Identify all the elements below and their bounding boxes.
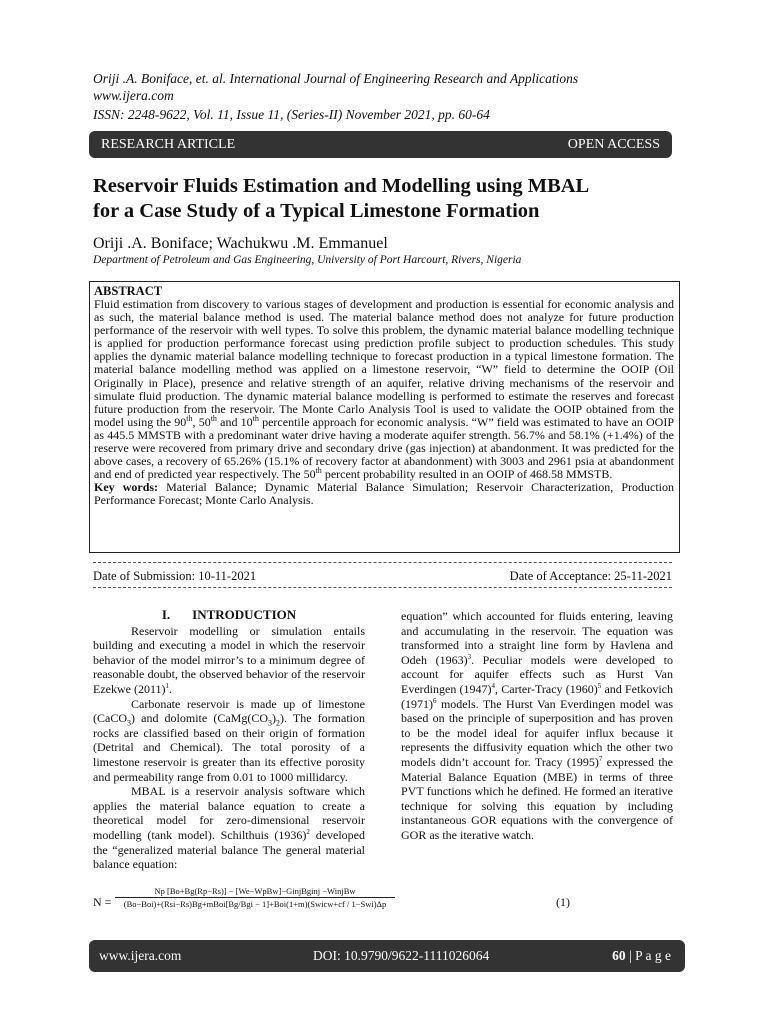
intro-paragraph-1: Reservoir modelling or simulation entails building and executing a model in which the reservoir behavior of the model mirror’s to a minimum degree of reasonable doubt, the observed behavior of the reservoir Ezekwe $(2011)^1$. (93, 623, 365, 696)
acceptance-date: Date of Acceptance: 25-11-2021 (509, 569, 672, 583)
authors: Oriji .A. Boniface; Wachukwu .M. Emmanuel (93, 235, 388, 252)
footer-page-number: 60 | P a g e (612, 948, 671, 963)
page-footer (89, 940, 685, 972)
equation-lhs: N = (93, 895, 112, 909)
abstract-text: Fluid estimation from discovery to various stages of development and production is essential for economic analysis and as such, the material balance method is used. The material balance method does not analyze for future production performance of the reservoir with well types. To solve this problem, the dynamic material balance modelling technique is applied for production performance forecast using prediction profile subject to production schedules. This study applies the dynamic material balance modelling technique to forecast production in a typical limestone formation. The material balance modelling method was applied on a limestone reservoir, “W” field to determine the OOIP (Oil Originally in Place), presence and relative strength of an aquifer, relative driving mechanisms of the reservoir and simulate fluid production. The dynamic material balance modelling is performed to estimate the reserves and forecast future production from the reservoir. The Monte Carlo Analysis Tool is used to validate the OOIP obtained from the model using the 90th, 50th and 10th percentile approach for economic analysis. “W” field was estimated to have an OOIP as 445.5 MMSTB with a predominant water drive having a moderate aquifer strength. 56.7% and 58.1% (+1.4%) of the reserve were recovered from primary drive and secondary drive (gas injection) at abandonment. It was predicted for the above cases, a recovery of 65.26% (15.1% of recovery factor at abandonment) with 3003 and 2961 psia at abandonment and end of predicted year respectively. The 50th percent probability resulted in an OOIP of 468.58 MMSTB. (94, 297, 674, 482)
submission-date: Date of Submission: 10-11-2021 (93, 569, 257, 583)
divider-bottom (93, 587, 672, 588)
issn-line: ISSN: 2248-9622, Vol. 11, Issue 11, (Series-II) November 2021, pp. 60-64 (93, 107, 490, 122)
research-article-label: RESEARCH ARTICLE (101, 136, 236, 152)
divider-top (93, 562, 672, 563)
paper-title-line-2: for a Case Study of a Typical Limestone Formation (93, 200, 540, 222)
abstract-heading: ABSTRACT (94, 284, 163, 298)
journal-citation: Oriji .A. Boniface, et. al. International Journal of Engineering Research and Applications (93, 71, 579, 86)
equation-numerator: Np [Bo+Bg(Rp−Rs)] − [We−WpBw]−GinjBginj −WinjBw (115, 886, 395, 898)
footer-doi[interactable]: DOI: 10.9790/9622-1111026064 (313, 948, 490, 963)
paper-title-line-1: Reservoir Fluids Estimation and Modelling using MBAL (93, 175, 590, 197)
equation-number: (1) (556, 895, 570, 909)
affiliation: Department of Petroleum and Gas Engineering, University of Port Harcourt, Rivers, Nigeria (93, 254, 522, 266)
section-heading-introduction: I. INTRODUCTION (161, 607, 297, 622)
intro-paragraph-continued: equation” which accounted for fluids entering, leaving and accumulating in the reservoir. The equation was transformed into a straight line form by Havlena and Odeh $(1963)^3$. Peculiar models were developed to account for aquifer effects such as Hurst Van Everdingen $(1947)^4$, Carter-Tracy $(1960)^5$ and Fetkovich $(1971)^6$ models. The Hurst Van Everdingen model was based on the principle of superposition and has proven to be the model ideal for aquifer influx because it represents the diffusivity equation which the other two models didn’t account for. Tracy $(1995)^7$ expressed the Material Balance Equation (MBE) in terms of three PVT functions which he defined. He formed an iterative technique for solving this equation by including instantaneous GOR equations with the convergence of GOR as the iterative watch. (401, 609, 673, 842)
left-column (93, 608, 365, 872)
journal-url[interactable]: www.ijera.com (93, 88, 174, 103)
intro-paragraph-3: MBAL is a reservoir analysis software which applies the material balance equation to create a theoretical model for zero-dimensional reservoir modelling (tank model). Schilthuis $(1936)^2$ developed the “generalized material balance The general material balance equation: (93, 784, 366, 872)
dates-row (93, 569, 672, 584)
open-access-label: OPEN ACCESS (567, 136, 660, 152)
right-column (401, 609, 673, 843)
abstract-box (89, 281, 680, 553)
footer-site-link[interactable]: www.ijera.com (99, 948, 182, 963)
keywords: Key words: Material Balance; Dynamic Material Balance Simulation; Reservoir Characterization, Production Performance Forecast; Monte Carlo Analysis. (94, 480, 674, 508)
equation-denominator: (Bo−Boi)+(Rsi−Rs)Bg+mBoi[Bg/Bgi − 1]+Boi(1+m)(Swicw+cf / 1−Swi)Δp (123, 899, 387, 909)
intro-paragraph-2: Carbonate reservoir is made up of limestone (CaCO$_3$) and dolomite $(CaMg(CO_3)_2)$. The formation rocks are classified based on their origin of formation (Detrital and Chemical). The total porosity of a limestone reservoir is greater than its effective porosity and permeability range from 0.01 to 1000 millidarcy. (93, 696, 365, 784)
article-type-banner (89, 131, 672, 158)
equation-fraction (115, 886, 395, 909)
